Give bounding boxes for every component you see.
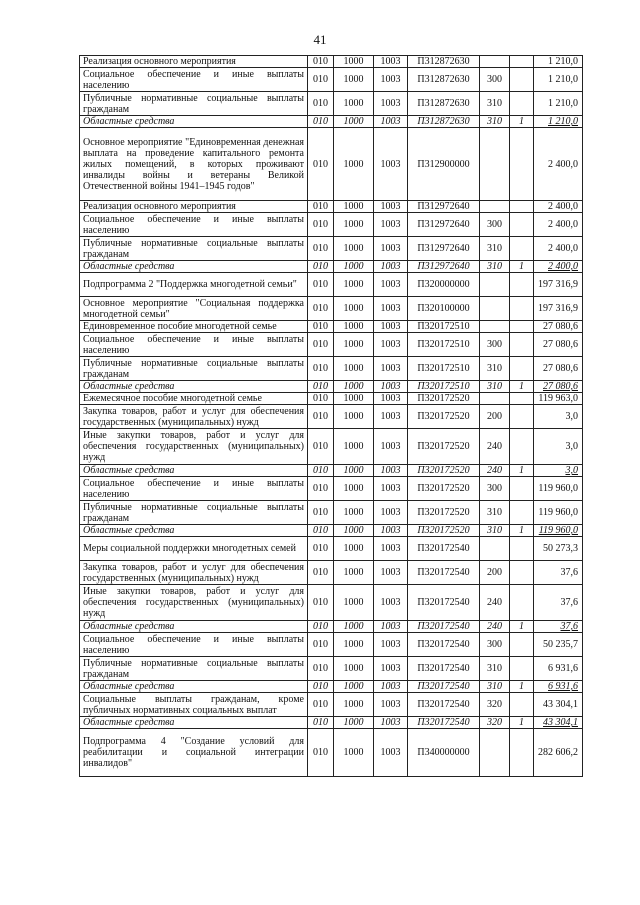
subsection-code: 1003 — [374, 585, 408, 621]
ministry-code: 010 — [308, 333, 334, 357]
expense-type-code — [480, 56, 510, 68]
target-article-code: П320000000 — [408, 273, 480, 297]
section-code: 1000 — [334, 405, 374, 429]
section-code: 1000 — [334, 273, 374, 297]
row-name: Закупка товаров, работ и услуг для обеспечения государственных (муниципальных) нужд — [80, 405, 308, 429]
target-article-code: П312872630 — [408, 116, 480, 128]
row-name: Основное мероприятие "Единовременная денежная выплата на проведение капитального ремонта жилых помещений, в которых проживают инвалиды войны и ветераны Великой Отечественной войны 1941–1945 годов" — [80, 128, 308, 201]
target-article-code: П320172540 — [408, 657, 480, 681]
amount: 37,6 — [534, 621, 583, 633]
funding-source-code: 1 — [510, 381, 534, 393]
target-article-code: П320172520 — [408, 429, 480, 465]
expense-type-code: 320 — [480, 693, 510, 717]
section-code: 1000 — [334, 321, 374, 333]
expense-type-code: 310 — [480, 261, 510, 273]
subsection-code: 1003 — [374, 537, 408, 561]
section-code: 1000 — [334, 657, 374, 681]
subsection-code: 1003 — [374, 729, 408, 777]
table-row — [80, 237, 583, 261]
section-code: 1000 — [334, 561, 374, 585]
subsection-code: 1003 — [374, 693, 408, 717]
row-name: Меры социальной поддержки многодетных семей — [80, 537, 308, 561]
ministry-code: 010 — [308, 92, 334, 116]
section-code: 1000 — [334, 213, 374, 237]
section-code: 1000 — [334, 128, 374, 201]
table-row — [80, 585, 583, 621]
funding-source-code — [510, 321, 534, 333]
subsection-code: 1003 — [374, 213, 408, 237]
target-article-code: П340000000 — [408, 729, 480, 777]
target-article-code: П312972640 — [408, 201, 480, 213]
ministry-code: 010 — [308, 213, 334, 237]
expense-type-code: 310 — [480, 681, 510, 693]
funding-source-code — [510, 693, 534, 717]
table-row — [80, 561, 583, 585]
table-row — [80, 333, 583, 357]
target-article-code: П320172520 — [408, 465, 480, 477]
section-code: 1000 — [334, 633, 374, 657]
expense-type-code: 240 — [480, 585, 510, 621]
section-code: 1000 — [334, 333, 374, 357]
expense-type-code: 300 — [480, 477, 510, 501]
table-row — [80, 116, 583, 128]
funding-source-code: 1 — [510, 465, 534, 477]
ministry-code: 010 — [308, 297, 334, 321]
section-code: 1000 — [334, 465, 374, 477]
section-code: 1000 — [334, 393, 374, 405]
target-article-code: П320172520 — [408, 525, 480, 537]
target-article-code: П312872630 — [408, 56, 480, 68]
expense-type-code — [480, 393, 510, 405]
ministry-code: 010 — [308, 561, 334, 585]
target-article-code: П312972640 — [408, 261, 480, 273]
ministry-code: 010 — [308, 501, 334, 525]
ministry-code: 010 — [308, 393, 334, 405]
ministry-code: 010 — [308, 381, 334, 393]
row-name: Закупка товаров, работ и услуг для обеспечения государственных (муниципальных) нужд — [80, 561, 308, 585]
target-article-code: П320172540 — [408, 693, 480, 717]
subsection-code: 1003 — [374, 633, 408, 657]
ministry-code: 010 — [308, 693, 334, 717]
expense-type-code: 300 — [480, 213, 510, 237]
table-row — [80, 321, 583, 333]
ministry-code: 010 — [308, 56, 334, 68]
ministry-code: 010 — [308, 116, 334, 128]
amount: 1 210,0 — [534, 116, 583, 128]
table-row — [80, 56, 583, 68]
row-name: Областные средства — [80, 116, 308, 128]
amount: 27 080,6 — [534, 357, 583, 381]
section-code: 1000 — [334, 261, 374, 273]
row-name: Областные средства — [80, 465, 308, 477]
row-name: Публичные нормативные социальные выплаты гражданам — [80, 92, 308, 116]
ministry-code: 010 — [308, 729, 334, 777]
funding-source-code: 1 — [510, 717, 534, 729]
row-name: Областные средства — [80, 381, 308, 393]
target-article-code: П320172520 — [408, 501, 480, 525]
expense-type-code: 310 — [480, 501, 510, 525]
ministry-code: 010 — [308, 633, 334, 657]
amount: 27 080,6 — [534, 321, 583, 333]
amount: 37,6 — [534, 585, 583, 621]
row-name: Иные закупки товаров, работ и услуг для обеспечения государственных (муниципальных) нужд — [80, 585, 308, 621]
row-name: Областные средства — [80, 621, 308, 633]
target-article-code: П312972640 — [408, 237, 480, 261]
ministry-code: 010 — [308, 465, 334, 477]
row-name: Ежемесячное пособие многодетной семье — [80, 393, 308, 405]
row-name: Социальное обеспечение и иные выплаты населению — [80, 213, 308, 237]
section-code: 1000 — [334, 729, 374, 777]
row-name: Публичные нормативные социальные выплаты гражданам — [80, 357, 308, 381]
ministry-code: 010 — [308, 261, 334, 273]
target-article-code: П320172520 — [408, 477, 480, 501]
table-row — [80, 681, 583, 693]
section-code: 1000 — [334, 381, 374, 393]
amount: 1 210,0 — [534, 68, 583, 92]
amount: 6 931,6 — [534, 681, 583, 693]
amount: 119 963,0 — [534, 393, 583, 405]
subsection-code: 1003 — [374, 393, 408, 405]
expense-type-code: 310 — [480, 357, 510, 381]
subsection-code: 1003 — [374, 116, 408, 128]
expense-type-code: 310 — [480, 525, 510, 537]
section-code: 1000 — [334, 357, 374, 381]
ministry-code: 010 — [308, 717, 334, 729]
section-code: 1000 — [334, 56, 374, 68]
amount: 27 080,6 — [534, 333, 583, 357]
target-article-code: П320172540 — [408, 561, 480, 585]
target-article-code: П320172510 — [408, 357, 480, 381]
table-row — [80, 633, 583, 657]
section-code: 1000 — [334, 297, 374, 321]
funding-source-code — [510, 537, 534, 561]
target-article-code: П320172540 — [408, 681, 480, 693]
funding-source-code — [510, 477, 534, 501]
amount: 37,6 — [534, 561, 583, 585]
funding-source-code: 1 — [510, 116, 534, 128]
subsection-code: 1003 — [374, 405, 408, 429]
amount: 119 960,0 — [534, 525, 583, 537]
ministry-code: 010 — [308, 429, 334, 465]
funding-source-code — [510, 561, 534, 585]
ministry-code: 010 — [308, 525, 334, 537]
budget-table — [79, 55, 583, 777]
funding-source-code — [510, 429, 534, 465]
funding-source-code — [510, 393, 534, 405]
subsection-code: 1003 — [374, 273, 408, 297]
funding-source-code — [510, 128, 534, 201]
ministry-code: 010 — [308, 237, 334, 261]
amount: 119 960,0 — [534, 501, 583, 525]
amount: 1 210,0 — [534, 92, 583, 116]
ministry-code: 010 — [308, 273, 334, 297]
expense-type-code — [480, 537, 510, 561]
ministry-code: 010 — [308, 321, 334, 333]
ministry-code: 010 — [308, 621, 334, 633]
funding-source-code: 1 — [510, 525, 534, 537]
expense-type-code: 240 — [480, 429, 510, 465]
amount: 43 304,1 — [534, 717, 583, 729]
amount: 50 235,7 — [534, 633, 583, 657]
section-code: 1000 — [334, 681, 374, 693]
subsection-code: 1003 — [374, 429, 408, 465]
amount: 2 400,0 — [534, 201, 583, 213]
row-name: Областные средства — [80, 525, 308, 537]
subsection-code: 1003 — [374, 128, 408, 201]
expense-type-code: 310 — [480, 657, 510, 681]
section-code: 1000 — [334, 525, 374, 537]
expense-type-code — [480, 201, 510, 213]
ministry-code: 010 — [308, 585, 334, 621]
expense-type-code — [480, 128, 510, 201]
table-row — [80, 621, 583, 633]
target-article-code: П320172540 — [408, 585, 480, 621]
subsection-code: 1003 — [374, 68, 408, 92]
expense-type-code — [480, 273, 510, 297]
table-row — [80, 68, 583, 92]
table-row — [80, 201, 583, 213]
amount: 3,0 — [534, 465, 583, 477]
ministry-code: 010 — [308, 405, 334, 429]
expense-type-code: 240 — [480, 465, 510, 477]
ministry-code: 010 — [308, 201, 334, 213]
subsection-code: 1003 — [374, 333, 408, 357]
row-name: Социальное обеспечение и иные выплаты населению — [80, 477, 308, 501]
row-name: Единовременное пособие многодетной семье — [80, 321, 308, 333]
row-name: Социальное обеспечение и иные выплаты населению — [80, 333, 308, 357]
amount: 197 316,9 — [534, 273, 583, 297]
target-article-code: П312872630 — [408, 68, 480, 92]
target-article-code: П320172520 — [408, 393, 480, 405]
amount: 43 304,1 — [534, 693, 583, 717]
amount: 3,0 — [534, 429, 583, 465]
expense-type-code: 310 — [480, 92, 510, 116]
expense-type-code: 320 — [480, 717, 510, 729]
subsection-code: 1003 — [374, 477, 408, 501]
funding-source-code: 1 — [510, 681, 534, 693]
table-row — [80, 693, 583, 717]
funding-source-code — [510, 68, 534, 92]
table-row — [80, 92, 583, 116]
amount: 197 316,9 — [534, 297, 583, 321]
amount: 1 210,0 — [534, 56, 583, 68]
subsection-code: 1003 — [374, 561, 408, 585]
ministry-code: 010 — [308, 681, 334, 693]
section-code: 1000 — [334, 237, 374, 261]
expense-type-code: 310 — [480, 116, 510, 128]
target-article-code: П312872630 — [408, 92, 480, 116]
expense-type-code: 200 — [480, 561, 510, 585]
table-row — [80, 537, 583, 561]
table-row — [80, 477, 583, 501]
amount: 2 400,0 — [534, 261, 583, 273]
row-name: Подпрограмма 4 "Создание условий для реабилитации и социальной интеграции инвалидов" — [80, 729, 308, 777]
funding-source-code — [510, 237, 534, 261]
funding-source-code — [510, 501, 534, 525]
section-code: 1000 — [334, 201, 374, 213]
table-row — [80, 465, 583, 477]
subsection-code: 1003 — [374, 237, 408, 261]
section-code: 1000 — [334, 585, 374, 621]
funding-source-code: 1 — [510, 261, 534, 273]
table-row — [80, 657, 583, 681]
target-article-code: П320172510 — [408, 321, 480, 333]
row-name: Социальные выплаты гражданам, кроме публичных нормативных социальных выплат — [80, 693, 308, 717]
ministry-code: 010 — [308, 657, 334, 681]
row-name: Областные средства — [80, 261, 308, 273]
amount: 282 606,2 — [534, 729, 583, 777]
row-name: Социальное обеспечение и иные выплаты населению — [80, 68, 308, 92]
funding-source-code: 1 — [510, 621, 534, 633]
row-name: Социальное обеспечение и иные выплаты населению — [80, 633, 308, 657]
expense-type-code — [480, 321, 510, 333]
subsection-code: 1003 — [374, 357, 408, 381]
amount: 2 400,0 — [534, 237, 583, 261]
target-article-code: П320172540 — [408, 717, 480, 729]
expense-type-code: 200 — [480, 405, 510, 429]
funding-source-code — [510, 56, 534, 68]
row-name: Основное мероприятие "Социальная поддержка многодетной семьи" — [80, 297, 308, 321]
amount: 27 080,6 — [534, 381, 583, 393]
funding-source-code — [510, 297, 534, 321]
ministry-code: 010 — [308, 537, 334, 561]
section-code: 1000 — [334, 621, 374, 633]
subsection-code: 1003 — [374, 657, 408, 681]
funding-source-code — [510, 729, 534, 777]
table-body — [80, 56, 583, 777]
table-row — [80, 357, 583, 381]
table-row — [80, 261, 583, 273]
target-article-code: П320172540 — [408, 537, 480, 561]
subsection-code: 1003 — [374, 501, 408, 525]
target-article-code: П320172520 — [408, 405, 480, 429]
table-row — [80, 393, 583, 405]
row-name: Публичные нормативные социальные выплаты гражданам — [80, 501, 308, 525]
row-name: Подпрограмма 2 "Поддержка многодетной семьи" — [80, 273, 308, 297]
funding-source-code — [510, 405, 534, 429]
target-article-code: П320172510 — [408, 333, 480, 357]
subsection-code: 1003 — [374, 201, 408, 213]
funding-source-code — [510, 92, 534, 116]
funding-source-code — [510, 357, 534, 381]
subsection-code: 1003 — [374, 381, 408, 393]
section-code: 1000 — [334, 116, 374, 128]
subsection-code: 1003 — [374, 297, 408, 321]
section-code: 1000 — [334, 501, 374, 525]
expense-type-code — [480, 729, 510, 777]
table-row — [80, 729, 583, 777]
expense-type-code: 300 — [480, 633, 510, 657]
target-article-code: П320172540 — [408, 621, 480, 633]
section-code: 1000 — [334, 693, 374, 717]
funding-source-code — [510, 273, 534, 297]
funding-source-code — [510, 201, 534, 213]
target-article-code: П320172510 — [408, 381, 480, 393]
table-row — [80, 429, 583, 465]
target-article-code: П312972640 — [408, 213, 480, 237]
row-name: Публичные нормативные социальные выплаты гражданам — [80, 237, 308, 261]
expense-type-code: 310 — [480, 381, 510, 393]
row-name: Реализация основного мероприятия — [80, 201, 308, 213]
subsection-code: 1003 — [374, 525, 408, 537]
table-row — [80, 273, 583, 297]
amount: 3,0 — [534, 405, 583, 429]
page-number: 41 — [313, 32, 327, 47]
section-code: 1000 — [334, 92, 374, 116]
target-article-code: П320172540 — [408, 633, 480, 657]
table-row — [80, 525, 583, 537]
section-code: 1000 — [334, 429, 374, 465]
funding-source-code — [510, 333, 534, 357]
ministry-code: 010 — [308, 357, 334, 381]
funding-source-code — [510, 633, 534, 657]
row-name: Реализация основного мероприятия — [80, 56, 308, 68]
expense-type-code — [480, 297, 510, 321]
subsection-code: 1003 — [374, 621, 408, 633]
row-name: Областные средства — [80, 681, 308, 693]
subsection-code: 1003 — [374, 465, 408, 477]
amount: 2 400,0 — [534, 128, 583, 201]
expense-type-code: 240 — [480, 621, 510, 633]
amount: 119 960,0 — [534, 477, 583, 501]
row-name: Публичные нормативные социальные выплаты гражданам — [80, 657, 308, 681]
ministry-code: 010 — [308, 128, 334, 201]
subsection-code: 1003 — [374, 321, 408, 333]
ministry-code: 010 — [308, 477, 334, 501]
subsection-code: 1003 — [374, 681, 408, 693]
table-row — [80, 405, 583, 429]
row-name: Областные средства — [80, 717, 308, 729]
funding-source-code — [510, 585, 534, 621]
section-code: 1000 — [334, 537, 374, 561]
table-row — [80, 381, 583, 393]
amount: 6 931,6 — [534, 657, 583, 681]
target-article-code: П320100000 — [408, 297, 480, 321]
amount: 2 400,0 — [534, 213, 583, 237]
table-row — [80, 717, 583, 729]
subsection-code: 1003 — [374, 56, 408, 68]
section-code: 1000 — [334, 717, 374, 729]
target-article-code: П312900000 — [408, 128, 480, 201]
subsection-code: 1003 — [374, 261, 408, 273]
expense-type-code: 300 — [480, 333, 510, 357]
section-code: 1000 — [334, 68, 374, 92]
expense-type-code: 300 — [480, 68, 510, 92]
subsection-code: 1003 — [374, 717, 408, 729]
amount: 50 273,3 — [534, 537, 583, 561]
funding-source-code — [510, 657, 534, 681]
ministry-code: 010 — [308, 68, 334, 92]
table-row — [80, 501, 583, 525]
subsection-code: 1003 — [374, 92, 408, 116]
table-row — [80, 213, 583, 237]
expense-type-code: 310 — [480, 237, 510, 261]
row-name: Иные закупки товаров, работ и услуг для обеспечения государственных (муниципальных) нужд — [80, 429, 308, 465]
table-row — [80, 297, 583, 321]
funding-source-code — [510, 213, 534, 237]
section-code: 1000 — [334, 477, 374, 501]
table-row — [80, 128, 583, 201]
